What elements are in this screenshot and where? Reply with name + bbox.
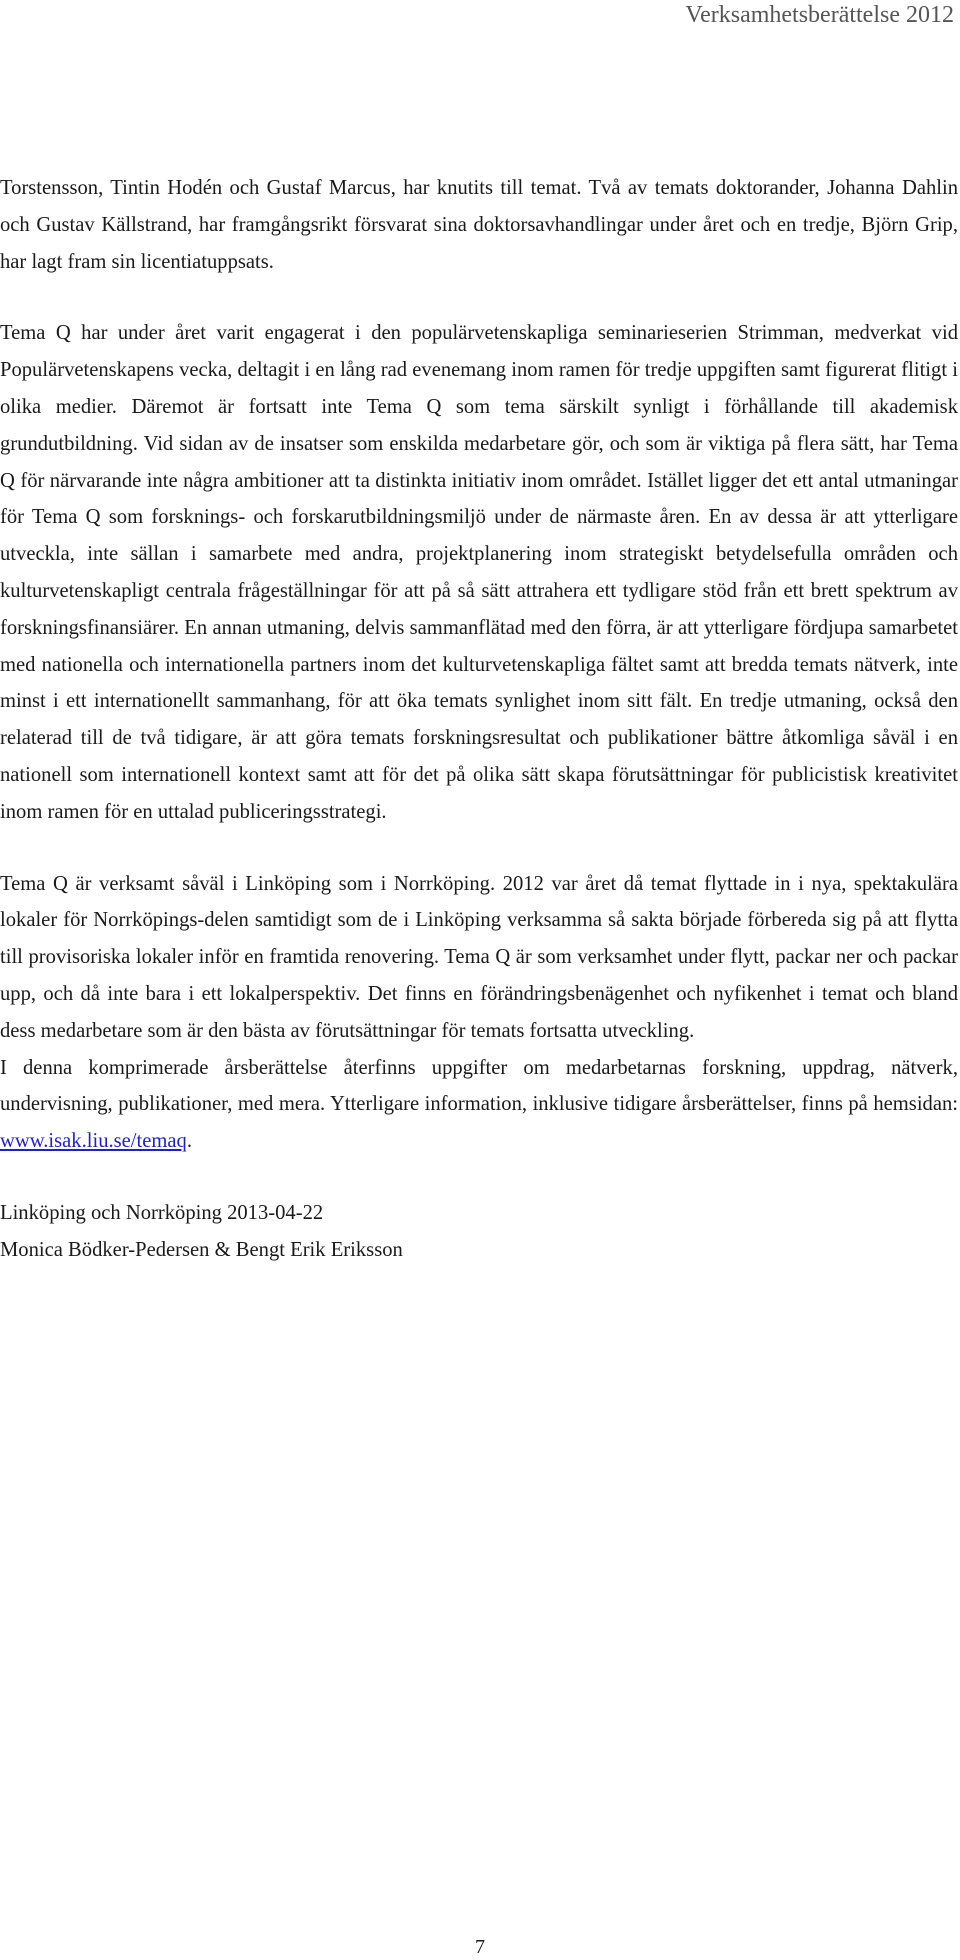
report-info-text: I denna komprimerade årsberättelse återfinns uppgifter om medarbetarnas forskning, uppdrag, nätverk, undervisning, publikationer, med mera. Ytterligare information, inklusive tidigare årsberättelser, finns på hemsidan: bbox=[0, 1056, 958, 1116]
homepage-link[interactable]: www.isak.liu.se/temaq bbox=[0, 1130, 187, 1153]
document-body bbox=[0, 170, 958, 1269]
paragraph-locations: Tema Q är verksamt såväl i Linköping som i Norrköping. 2012 var året då temat flyttade in i nya, spektakulära lokaler för Norrköpings-delen samtidigt som de i Linköping verksamma så sakta började förbereda sig på att flytta till provisoriska lokaler inför en framtida renovering. Tema Q är som verksamhet under flytt, packar ner och packar upp, och då inte bara i ett lokalperspektiv. Det finns en förändringsbenägenhet och nyfikenhet i temat och bland dess medarbetare som är den bästa av förutsättningar för temats fortsatta utveckling. bbox=[0, 872, 958, 1042]
paragraph-doctoral-students: Torstensson, Tintin Hodén och Gustaf Marcus, har knutits till temat. Två av temats doktorander, Johanna Dahlin och Gustav Källstrand, har framgångsrikt försvarat sina doktorsavhandlingar under året och en tredje, Björn Grip, har lagt fram sin licentiatuppsats. bbox=[0, 177, 958, 273]
page-number: 7 bbox=[475, 1936, 485, 1958]
running-header: Verksamhetsberättelse 2012 bbox=[685, 2, 954, 28]
paragraph-report-info bbox=[0, 1050, 958, 1160]
signature-names: Monica Bödker-Pedersen & Bengt Erik Eriksson bbox=[0, 1238, 403, 1261]
report-info-end: . bbox=[186, 1130, 192, 1153]
signature-place-date: Linköping och Norrköping 2013-04-22 bbox=[0, 1201, 324, 1224]
paragraph-challenges: Tema Q har under året varit engagerat i den populärvetenskapliga seminarieserien Strimman, medverkat vid Populärvetenskapens vecka, deltagit i en lång rad evenemang inom ramen för tredje uppgiften samt figurerat flitigt i olika medier. Däremot är fortsatt inte Tema Q som tema särskilt synligt i förhållande till akademisk grundutbildning. Vid sidan av de insatser som enskilda medarbetare gör, och som är viktiga på flera sätt, har Tema Q för närvarande inte några ambitioner att ta distinkta initiativ inom området. Istället ligger det ett antal utmaningar för Tema Q som forsknings- och forskarutbildningsmiljö under de närmaste åren. En av dessa är att ytterligare utveckla, inte sällan i samarbete med andra, projektplanering inom strategiskt betydelsefulla områden och kulturvetenskapligt centrala frågeställningar för att på så sätt attrahera ett tydligare stöd från ett brett spektrum av forskningsfinansiärer. En annan utmaning, delvis sammanflätad med den förra, är att ytterligare fördjupa samarbetet med nationella och internationella partners inom det kulturvetenskapliga fältet samt att bredda temats nätverk, inte minst i ett internationellt sammanhang, för att öka temats synlighet inom sitt fält. En tredje utmaning, också den relaterad till de två tidigare, är att göra temats forskningsresultat och publikationer bättre åtkomliga såväl i en nationell som internationell kontext samt att för det på olika sätt skapa förutsättningar för publicistisk kreativitet inom ramen för en uttalad publiceringsstrategi. bbox=[0, 322, 958, 823]
